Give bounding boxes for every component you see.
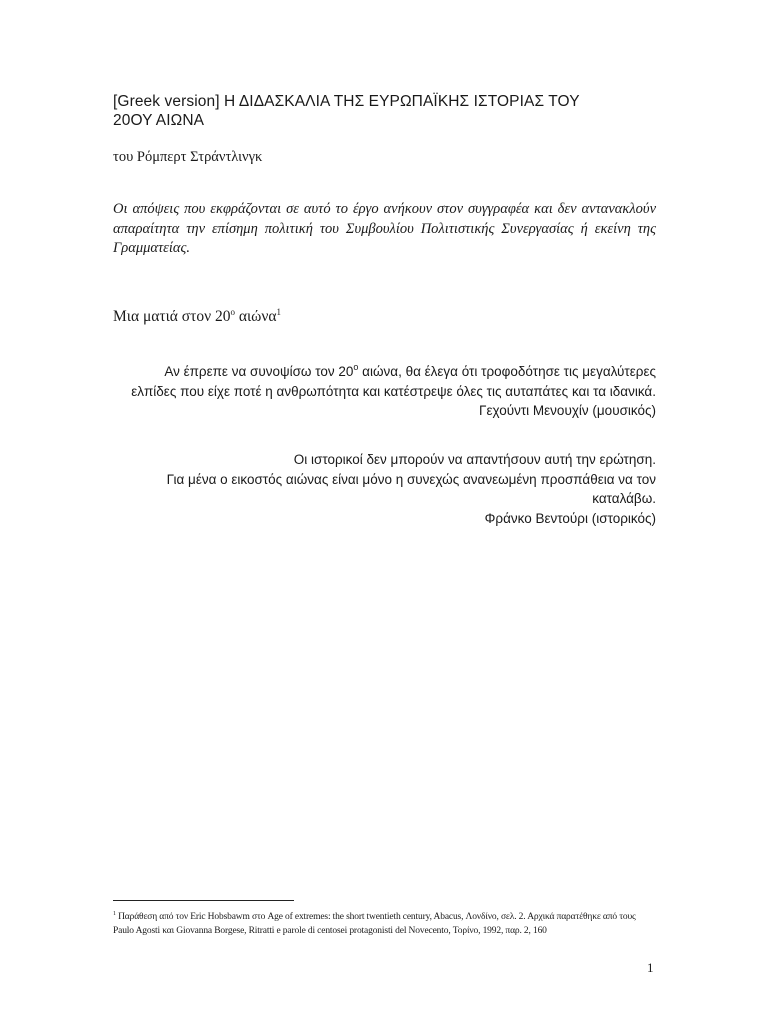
title-line-1: [Greek version] Η ΔΙΔΑΣΚΑΛΙΑ ΤΗΣ ΕΥΡΩΠΑΪΚΗΣ ΙΣΤΟΡΙΑΣ ΤΟΥ bbox=[113, 93, 580, 110]
footnote-marker: 1 bbox=[113, 911, 116, 917]
footnote-text: Παράθεση από τον Eric Hobsbawm στο Age of extremes: the short twentieth century, Abacus, Λονδίνο, σελ. 2. Αρχικά παρατέθηκε από τους Paulo Agosti και Giovanna Borgese, Ritratti e parole di centosei protagonisti del Novecento, Τορίνο, 1992, παρ. 2, 160 bbox=[113, 912, 636, 936]
quote2-line-3: καταλάβω. bbox=[592, 491, 656, 506]
document-title bbox=[113, 92, 673, 130]
quote2-line-1: Οι ιστορικοί δεν μπορούν να απαντήσουν αυτή την ερώτηση. bbox=[293, 452, 656, 467]
disclaimer-paragraph: Οι απόψεις που εκφράζονται σε αυτό το έργο ανήκουν στον συγγραφέα και δεν αντανακλούν απαραίτητα την επίσημη πολιτική του Συμβουλίου Πολιτιστικής Συνεργασίας ή εκείνη της Γραμματείας. bbox=[113, 201, 656, 256]
epigraph-venturi bbox=[113, 450, 656, 528]
page-number: 1 bbox=[647, 960, 654, 975]
quote1-superscript: ο bbox=[353, 362, 359, 372]
quote1-line-2: ελπίδες που είχε ποτέ η ανθρωπότητα και κατέστρεψε όλες τις αυταπάτες και τα ιδανικά. bbox=[131, 383, 656, 399]
author-line: του Ρόμπερτ Στράντλινγκ bbox=[113, 149, 263, 165]
footnote-separator bbox=[113, 900, 294, 901]
quote1-line-1 bbox=[113, 358, 656, 382]
footnote-reference: 1 bbox=[276, 307, 281, 317]
heading-prefix: Μια ματιά στον 20 bbox=[113, 308, 231, 325]
heading-superscript: ο bbox=[230, 307, 235, 317]
footnote bbox=[113, 907, 658, 938]
quote2-line-2: Για μένα ο εικοστός αιώνας είναι μόνο η συνεχώς ανανεωμένη προσπάθεια να τον bbox=[166, 471, 656, 487]
section-heading bbox=[113, 307, 281, 326]
quote1-text-before-sup: Αν έπρεπε να συνοψίσω τον 20 bbox=[164, 364, 354, 379]
quote2-attribution: Φράνκο Βεντούρι (ιστορικός) bbox=[484, 510, 656, 526]
quote1-text-after-sup: αιώνα, θα έλεγα ότι τροφοδότησε τις μεγαλύτερες bbox=[358, 364, 656, 379]
epigraph-menuhin bbox=[113, 358, 656, 421]
title-line-2: 20ΟΥ ΑΙΩΝΑ bbox=[113, 112, 205, 129]
heading-suffix: αιώνα bbox=[235, 308, 277, 325]
quote1-attribution: Γεχούντι Μενουχίν (μουσικός) bbox=[479, 403, 656, 418]
